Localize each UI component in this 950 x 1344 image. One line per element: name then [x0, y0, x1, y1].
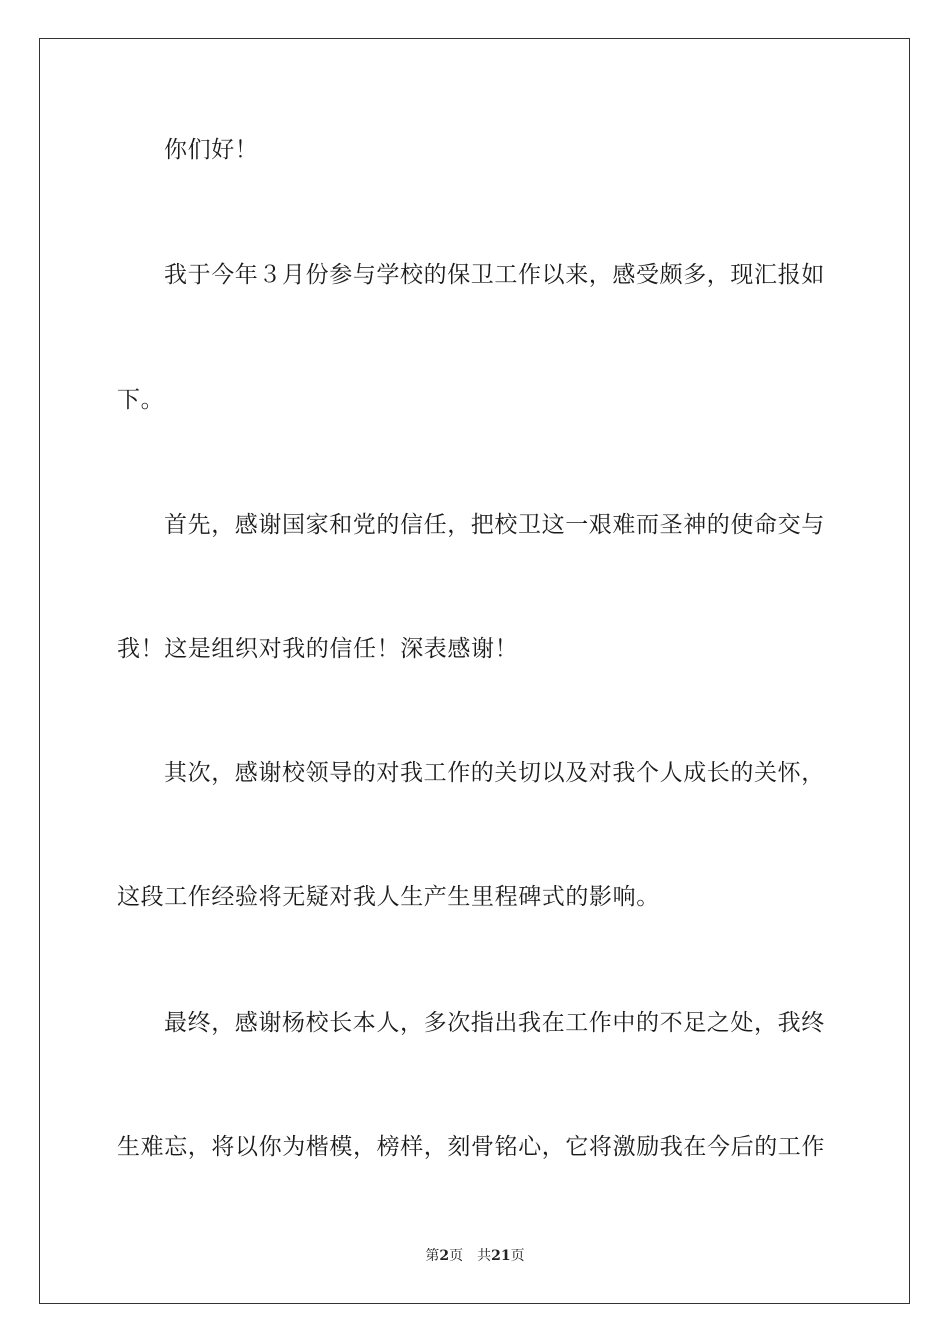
paragraph-1-line-2: 下。 — [117, 387, 165, 413]
paragraph-4-line-2: 生难忘，将以你为楷模，榜样，刻骨铭心，它将激励我在今后的工作 — [117, 1134, 825, 1160]
paragraph-3-line-2: 这段工作经验将无疑对我人生产生里程碑式的影响。 — [117, 884, 660, 910]
total-pages: 21 — [491, 1248, 511, 1264]
page-prefix: 第 — [425, 1248, 440, 1264]
paragraph-3-line-1: 其次，感谢校领导的对我工作的关切以及对我个人成长的关怀， — [164, 760, 825, 786]
page-border — [39, 38, 910, 1304]
greeting-line: 你们好！ — [164, 137, 259, 163]
paragraph-2-line-2: 我！这是组织对我的信任！深表感谢！ — [117, 636, 519, 662]
page-suffix: 页 — [449, 1248, 464, 1264]
paragraph-4-line-1: 最终，感谢杨校长本人，多次指出我在工作中的不足之处，我终 — [164, 1010, 825, 1036]
total-suffix: 页 — [510, 1248, 525, 1264]
page-footer — [0, 1246, 950, 1266]
total-prefix: 共 — [477, 1248, 492, 1264]
page-number: 2 — [439, 1248, 450, 1264]
paragraph-1-line-1: 我于今年３月份参与学校的保卫工作以来，感受颇多，现汇报如 — [164, 262, 825, 288]
paragraph-2-line-1: 首先，感谢国家和党的信任，把校卫这一艰难而圣神的使命交与 — [164, 512, 825, 538]
